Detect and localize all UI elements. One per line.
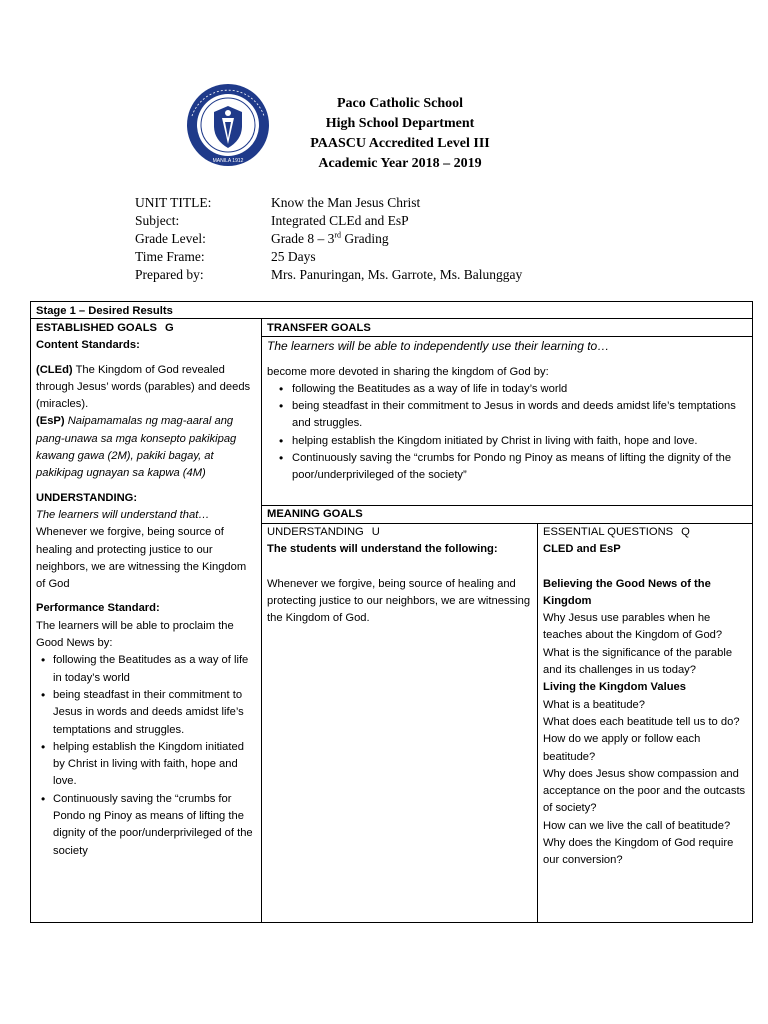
performance-list (36, 652, 258, 860)
spacer (267, 356, 747, 364)
accreditation: PAASCU Accredited Level III (310, 136, 490, 151)
unit-info (135, 194, 522, 284)
understanding-heading (267, 524, 533, 541)
list-item: • following the Beatitudes as a way of life in today’s world (36, 652, 258, 687)
content-standards-label: Content Standards: (36, 339, 140, 352)
list-item: • helping establish the Kingdom initiated by Christ in living with faith, hope and love. (36, 739, 258, 791)
eq-subject: CLED and EsP (543, 543, 621, 556)
grade-text: Grade 8 – 3 (271, 231, 335, 246)
understanding-intro: The learners will understand that… (36, 508, 210, 521)
list-item: • being steadfast in their commitment to Jesus in words and deeds amidst life’s temptations and struggles. (36, 687, 258, 739)
grade-level (271, 230, 389, 248)
cled-standard (36, 362, 258, 414)
academic-year: Academic Year 2018 – 2019 (318, 156, 482, 171)
esp-standard (36, 413, 258, 482)
prepared-by: Mrs. Panuringan, Ms. Garrote, Ms. Balunggay (271, 267, 523, 282)
question: Why does Jesus show compassion and acceptance on the poor and the outcasts of society? (543, 767, 746, 815)
performance-intro: The learners will be able to proclaim the Good News by: (36, 619, 234, 650)
prepared-by-row (135, 266, 522, 284)
time-frame-row (135, 248, 522, 266)
spacer (36, 355, 258, 362)
transfer-intro: The learners will be able to independently use their learning to… (267, 339, 610, 354)
transfer-goals (267, 320, 747, 485)
unit-title: Know the Man Jesus Christ (271, 195, 421, 210)
col-divider (537, 523, 538, 922)
understanding-text: Whenever we forgive, being source of healing and protecting justice to our neighbors, we are witnessing the Kingdom of God (36, 526, 247, 591)
subject: Integrated CLEd and EsP (271, 213, 409, 228)
list-item: • helping establish the Kingdom initiated by Christ in living with faith, hope and love. (267, 433, 747, 450)
grade-grading: Grading (341, 231, 389, 246)
stage-title: Stage 1 – Desired Results (36, 305, 173, 317)
heading-text: UNDERSTANDING (267, 526, 364, 538)
grade-suffix: rd (334, 230, 342, 240)
subject-row (135, 212, 522, 230)
meta-key: Subject: (135, 213, 180, 228)
list-item: • being steadfast in their commitment to Jesus in words and deeds amidst life’s temptations and struggles. (267, 398, 747, 433)
question: What is the significance of the parable and its challenges in us today? (543, 646, 733, 677)
spacer (36, 483, 258, 490)
heading-text: ESSENTIAL QUESTIONS (543, 526, 674, 538)
eq-group-heading: Living the Kingdom Values (543, 681, 686, 694)
col-divider (261, 318, 262, 922)
question: What does each beatitude tell us to do? (543, 715, 740, 728)
spacer (267, 559, 533, 576)
goal-code: Q (681, 526, 690, 538)
list-item: • following the Beatitudes as a way of life in today’s world (267, 381, 747, 398)
desired-results-table (30, 301, 753, 923)
meta-key: Grade Level: (135, 231, 206, 246)
meta-key: Prepared by: (135, 267, 204, 282)
question: Why Jesus use parables when he teaches about the Kingdom of God? (543, 612, 723, 642)
department: High School Department (325, 116, 475, 131)
list-item: • Continuously saving the “crumbs for Pondo ng Pinoy as means of lifting the dignity of the poor/underprivileged of the society” (267, 450, 747, 485)
time-frame: 25 Days (271, 249, 316, 264)
list-item: • Continuously saving the “crumbs for Pondo ng Pinoy as means of lifting the dignity of the poor/underprivileged of the society (36, 791, 258, 860)
goal-code: G (165, 322, 174, 334)
essential-questions (543, 524, 751, 870)
established-goals (36, 320, 258, 860)
question: How do we apply or follow each beatitude? (543, 733, 701, 763)
school-header (250, 94, 550, 174)
eq-group-heading: Believing the Good News of the Kingdom (543, 577, 711, 607)
unit-title-row (135, 194, 522, 212)
essential-questions-heading (543, 524, 751, 541)
understanding-statement: Whenever we forgive, being source of healing and protecting justice to our neighbors, we are witnessing the Kingdom of God. (267, 577, 531, 625)
esp-text: Naipamamalas ng mag-aaral ang pang-unawa sa mga konsepto pakikipag kawang gawa (2M), pakiki bagay, at pakikipag ugnayan sa kapwa (4M) (36, 415, 237, 480)
grade-level-row (135, 230, 522, 248)
esp-tag: (EsP) (36, 415, 65, 428)
meta-key: UNIT TITLE: (135, 195, 212, 210)
goal-code: U (371, 526, 380, 538)
question: How can we live the call of beatitude? (543, 819, 731, 832)
cled-text: The Kingdom of God revealed through Jesus’ words (parables) and deeds (miracles). (36, 363, 251, 411)
meta-key: Time Frame: (135, 249, 205, 264)
established-goals-heading (36, 320, 258, 337)
transfer-goals-heading: TRANSFER GOALS (267, 322, 371, 334)
cled-tag: (CLEd) (36, 363, 73, 376)
heading-text: ESTABLISHED GOALS (36, 322, 157, 334)
spacer (543, 559, 751, 576)
understanding-label: UNDERSTANDING: (36, 491, 138, 504)
understanding-lead: The students will understand the following: (267, 543, 498, 556)
question: What is a beatitude? (543, 698, 645, 711)
question: Why does the Kingdom of God require our conversion? (543, 837, 734, 867)
meaning-goals-heading: MEANING GOALS (267, 508, 363, 520)
performance-label: Performance Standard: (36, 602, 160, 615)
transfer-lead: become more devoted in sharing the kingdom of God by: (267, 365, 549, 378)
transfer-list (267, 381, 747, 485)
understanding-goals (267, 524, 533, 627)
school-name: Paco Catholic School (337, 96, 463, 111)
spacer (36, 593, 258, 600)
svg-text:MANILA 1912: MANILA 1912 (212, 158, 244, 164)
